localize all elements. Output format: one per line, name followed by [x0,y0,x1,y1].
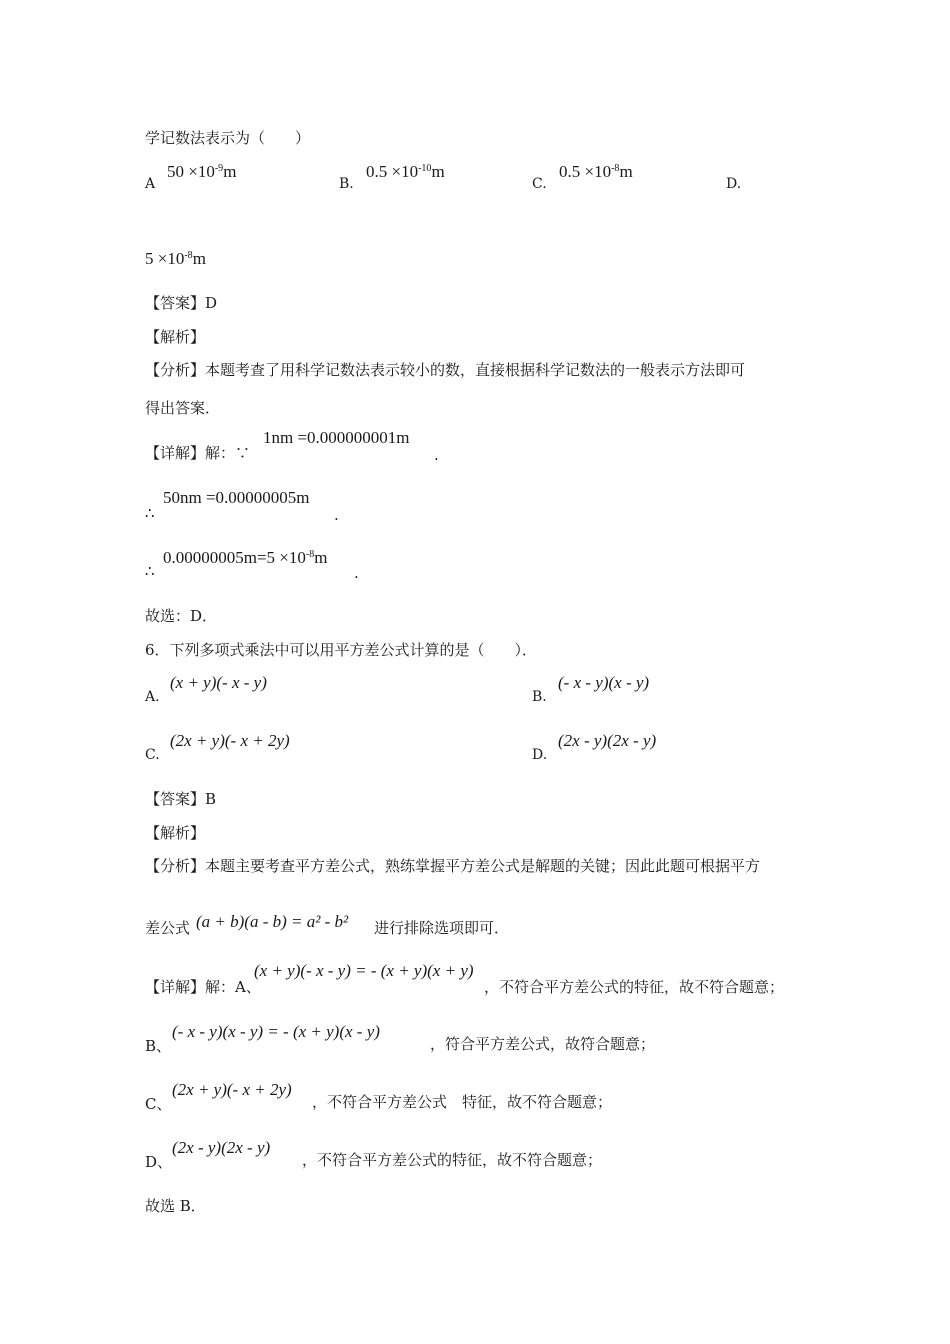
q5-analysis-line2: 得出答案． [145,399,221,417]
q5-choose: 故选：D． [145,607,218,625]
q5-detail-formula1: 1nm =0.000000001m [263,428,410,447]
q5-option-a-value: $50 \times 10^{-9}m$ [167,162,237,181]
q6-option-b-label: B. [532,689,547,705]
q5-detail-formula2: 50nm =0.00000005m [163,488,310,507]
q6-option-c-label: C. [145,747,160,763]
q6-detail-b-formula: (- x - y)(x - y) = - (x + y)(x - y) [172,1022,380,1041]
q6-option-c-expr: (2x + y)(- x + 2y) [170,731,290,750]
q6-detail-c-pre: C、 [145,1095,172,1113]
q6-detail-a-formula: (x + y)(- x - y) = - (x + y)(x + y) [254,961,474,980]
q6-option-b-expr: (- x - y)(x - y) [558,673,650,692]
q5-therefore-2: ∴ [145,562,155,580]
q6-option-a-label: A. [145,689,160,705]
q6-detail-d-formula: (2x - y)(2x - y) [172,1138,271,1157]
q6-answer: 【答案】B [145,790,217,808]
q6-jiexi: 【解析】 [145,824,206,842]
q6-detail-b-post: ，符合平方差公式，故符合题意； [430,1035,656,1053]
q5-detail-period3: . [354,564,359,582]
q6-detail-d-post: ，不符合平方差公式的特征，故不符合题意； [302,1151,603,1169]
q5-detail-period1: . [434,446,439,464]
q5-option-a-label: A [145,176,156,192]
q6-option-a-expr: (x + y)(- x - y) [170,673,267,692]
q6-detail-c-formula: (2x + y)(- x + 2y) [172,1080,292,1099]
q5-therefore-1: ∴ [145,504,155,522]
q5-option-c-label: C. [532,176,547,192]
q6-detail-c-post: ，不符合平方差公式 特征，故不符合题意； [312,1093,613,1111]
q5-option-c-value: $0.5 \times 10^{-8}m$ [559,162,633,181]
q5-option-d-label: D. [726,176,742,192]
q6-option-d-expr: (2x - y)(2x - y) [558,731,657,750]
q6-detail-a-post: ，不符合平方差公式的特征，故不符合题意； [484,978,785,996]
q6-stem: 6．下列多项式乘法中可以用平方差公式计算的是（ ）． [145,641,538,659]
q5-stem-tail: 学记数法表示为（ ） [145,129,311,147]
q6-analysis-formula: (a + b)(a - b) = a² - b² [196,912,349,931]
q6-detail-b-pre: B、 [145,1037,172,1055]
q6-option-d-label: D. [532,747,548,763]
q5-option-b-label: B. [339,176,354,192]
q5-jiexi: 【解析】 [145,328,206,346]
q6-analysis-line1: 【分析】本题主要考查平方差公式，熟练掌握平方差公式是解题的关键；因此此题可根据平方 [145,857,761,875]
q5-option-b-value: $0.5 \times 10^{-10}m$ [366,162,445,181]
q6-analysis-line2-pre: 差公式 [145,919,191,937]
q5-answer: 【答案】D [145,294,218,312]
q5-detail-period2: . [334,506,339,524]
q5-analysis-line1: 【分析】本题考查了用科学记数法表示较小的数，直接根据科学记数法的一般表示方法即可 [145,361,746,379]
q6-detail-a-pre: 【详解】解：A、 [145,978,261,996]
q5-detail-line1: 【详解】解：∵ [145,444,251,462]
q5-detail-formula3: $0.00000005m=5 \times 10^{-8}m$ [163,548,328,567]
q6-detail-d-pre: D、 [145,1153,173,1171]
q5-option-d-value: $5 \times 10^{-8}m$ [145,249,206,268]
q6-analysis-line2-post: 进行排除选项即可． [374,919,510,937]
q6-choose: 故选 B． [145,1197,206,1215]
